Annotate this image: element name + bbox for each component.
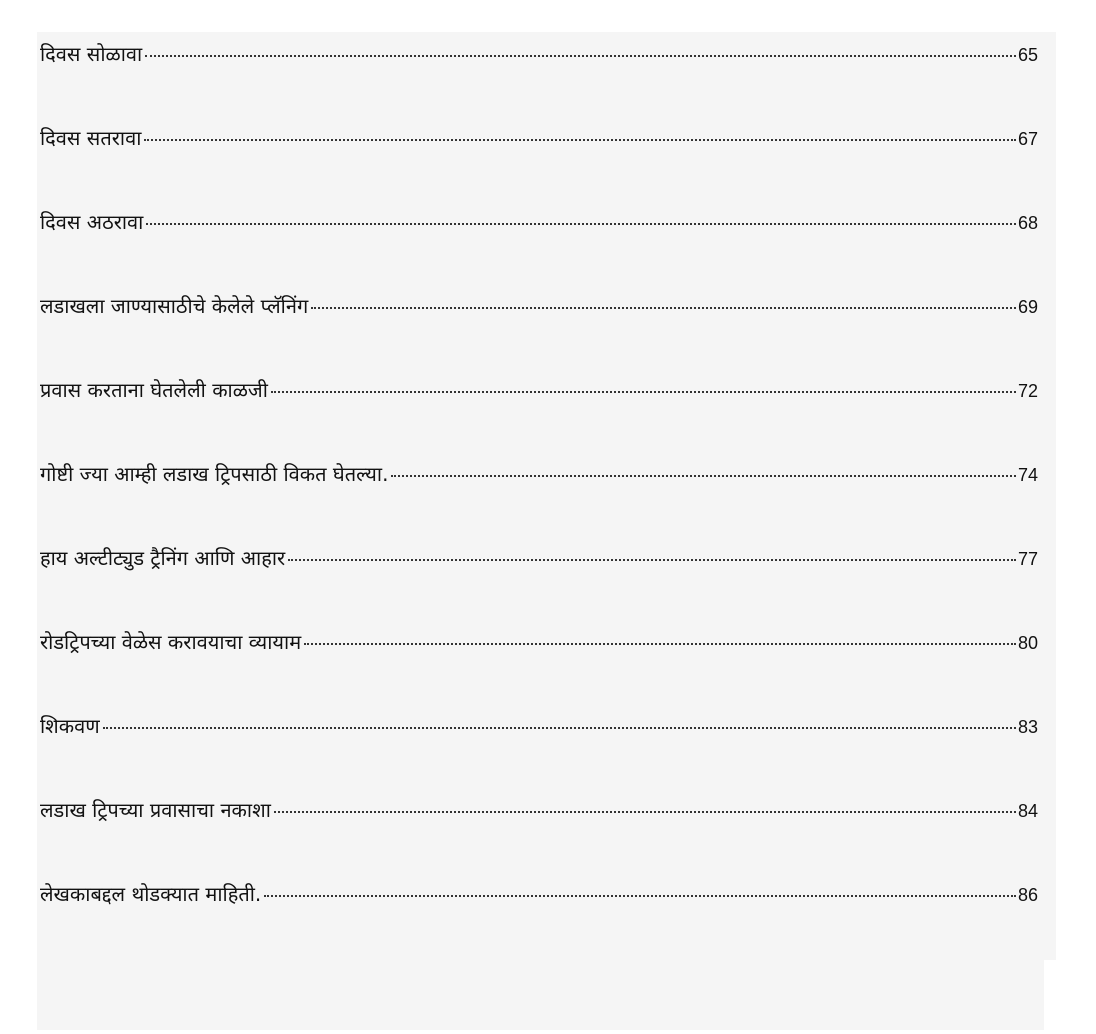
- dot-leader: [103, 726, 1016, 729]
- toc-entry-trip-map[interactable]: [40, 788, 1038, 872]
- toc-entry-title: दिवस अठरावा: [40, 210, 144, 234]
- toc-entry-lessons[interactable]: [40, 704, 1038, 788]
- dot-leader: [391, 474, 1016, 477]
- toc-entry-page-number: 74: [1017, 465, 1038, 485]
- toc-entry-roadtrip-exercise[interactable]: [40, 620, 1038, 704]
- toc-entry-ladakh-planning[interactable]: [40, 284, 1038, 368]
- dot-leader: [271, 390, 1016, 393]
- toc-entry-page-number: 72: [1017, 381, 1038, 401]
- toc-entry-page-number: 69: [1017, 297, 1038, 317]
- toc-entry-title: लेखकाबद्दल थोडक्यात माहिती.: [40, 882, 262, 906]
- table-of-contents: [40, 32, 1038, 956]
- toc-entry-page-number: 67: [1017, 129, 1038, 149]
- toc-entry-title: शिकवण: [40, 714, 100, 738]
- toc-entry-title: गोष्टी ज्या आम्ही लडाख ट्रिपसाठी विकत घेतल्या.: [40, 462, 389, 486]
- dot-leader: [274, 810, 1016, 813]
- toc-entry-title: प्रवास करताना घेतलेली काळजी: [40, 378, 268, 402]
- toc-entry-title: दिवस सोळावा: [40, 42, 143, 66]
- toc-entry-title: रोडट्रिपच्या वेळेस करावयाचा व्यायाम: [40, 630, 302, 654]
- dot-leader: [144, 138, 1016, 141]
- dot-leader: [145, 54, 1016, 57]
- toc-entry-page-number: 86: [1017, 885, 1038, 905]
- dot-leader: [288, 558, 1016, 561]
- toc-entry-title: लडाखला जाण्यासाठीचे केलेले प्लॅनिंग: [40, 294, 309, 318]
- toc-entry-page-number: 80: [1017, 633, 1038, 653]
- dot-leader: [264, 894, 1016, 897]
- toc-entry-page-number: 84: [1017, 801, 1038, 821]
- toc-entry-day-eighteen[interactable]: [40, 200, 1038, 284]
- toc-entry-title: हाय अल्टीट्युड ट्रैनिंग आणि आहार: [40, 546, 286, 570]
- toc-entry-page-number: 68: [1017, 213, 1038, 233]
- toc-entry-title: लडाख ट्रिपच्या प्रवासाचा नकाशा: [40, 798, 271, 822]
- toc-entry-page-number: 77: [1017, 549, 1038, 569]
- toc-entry-page-number: 83: [1017, 717, 1038, 737]
- dot-leader: [304, 642, 1016, 645]
- toc-entry-travel-care[interactable]: [40, 368, 1038, 452]
- toc-entry-day-seventeen[interactable]: [40, 116, 1038, 200]
- dot-leader: [146, 222, 1016, 225]
- dot-leader: [311, 306, 1016, 309]
- toc-entry-page-number: 65: [1017, 45, 1038, 65]
- toc-entry-title: दिवस सतरावा: [40, 126, 142, 150]
- toc-entry-about-author[interactable]: [40, 872, 1038, 956]
- toc-entry-day-sixteen[interactable]: [40, 32, 1038, 116]
- toc-entry-things-bought[interactable]: [40, 452, 1038, 536]
- page-background-bottom: [37, 960, 1044, 1030]
- toc-entry-altitude-training[interactable]: [40, 536, 1038, 620]
